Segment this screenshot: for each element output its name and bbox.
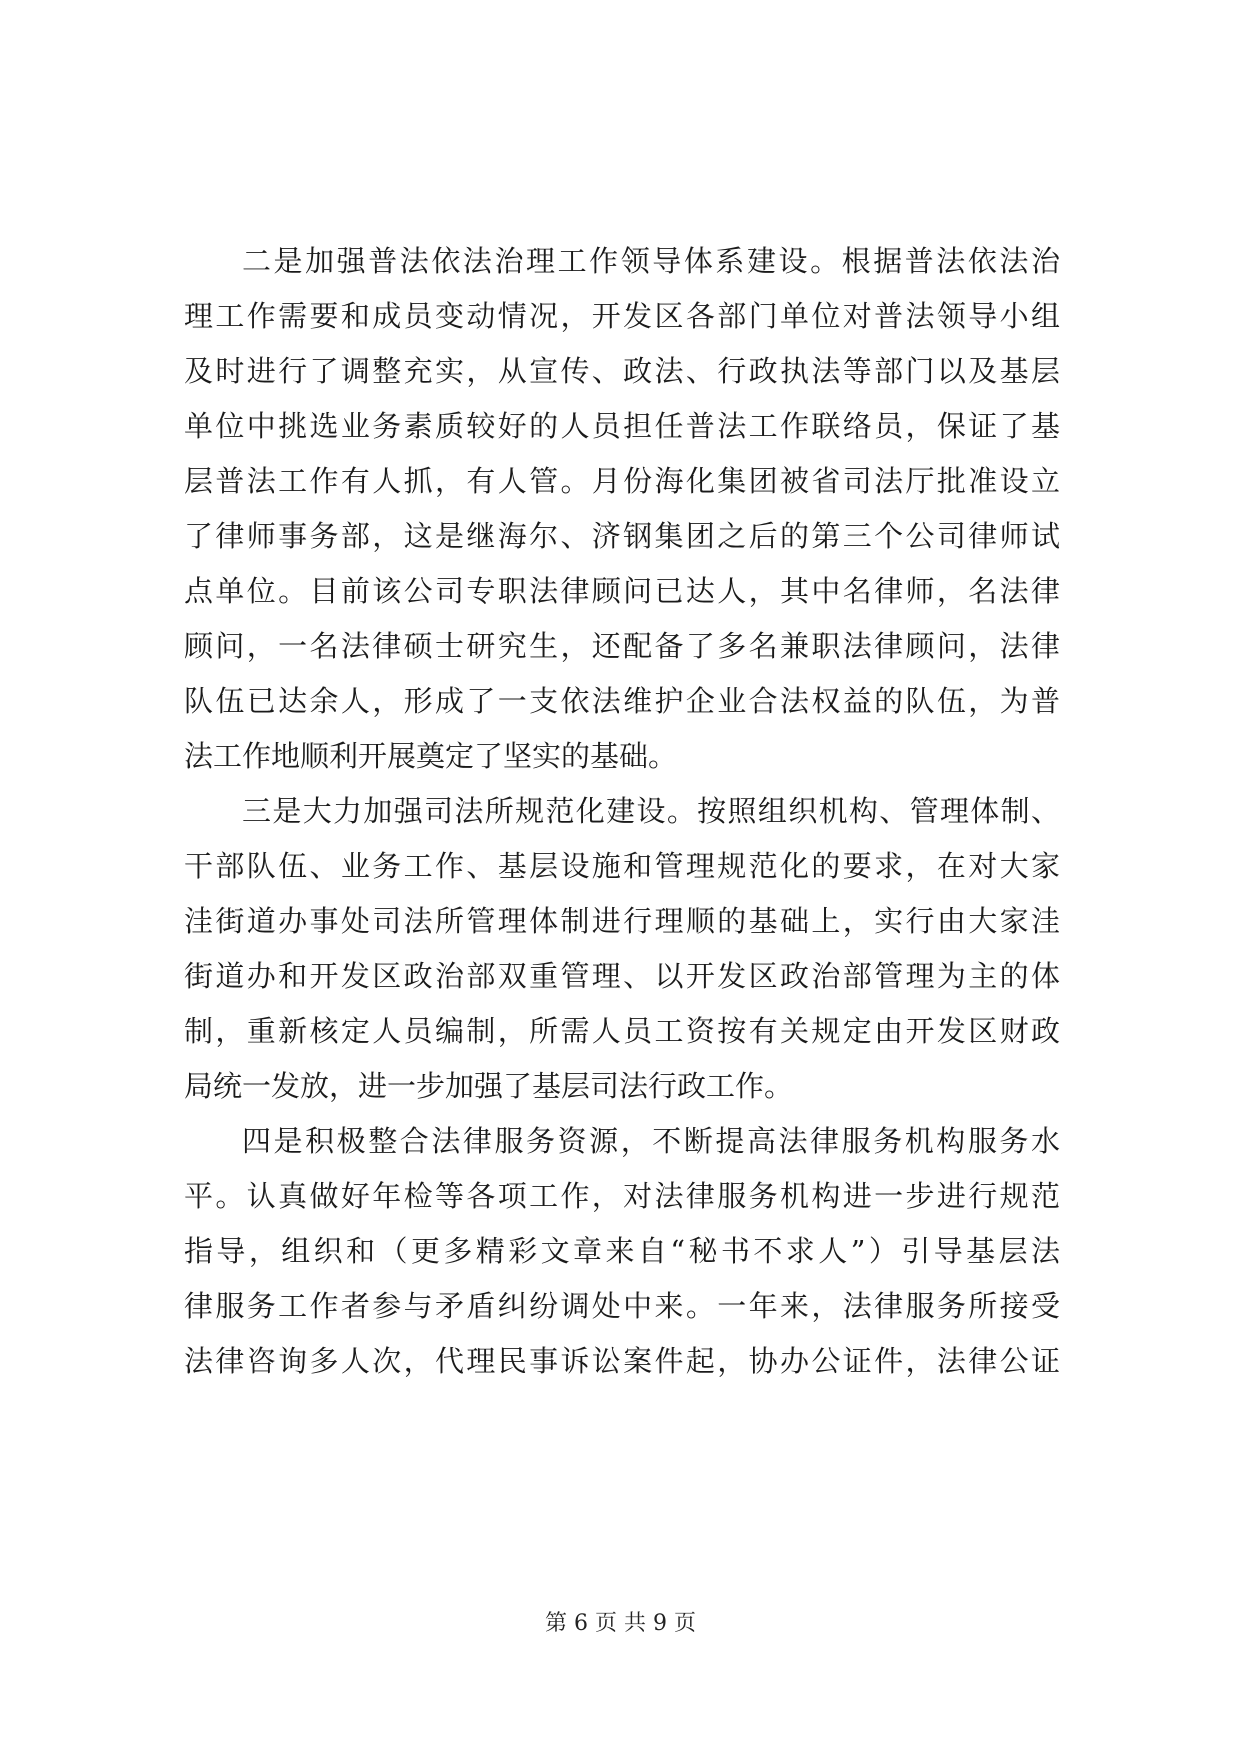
text-line: 洼街道办事处司法所管理体制进行理顺的基础上，实行由大家洼 [184, 904, 1060, 938]
text-line: 平。认真做好年检等各项工作，对法律服务机构进一步进行规范 [184, 1179, 1060, 1213]
text-line: 制，重新核定人员编制，所需人员工资按有关规定由开发区财政 [184, 1014, 1060, 1048]
text-line: 局统一发放，进一步加强了基层司法行政工作。 [184, 1069, 794, 1103]
text-line: 了律师事务部，这是继海尔、济钢集团之后的第三个公司律师试 [184, 519, 1060, 553]
text-line: 干部队伍、业务工作、基层设施和管理规范化的要求，在对大家 [184, 849, 1060, 883]
page-number-footer: 第 6 页 共 9 页 [545, 1611, 696, 1636]
text-line: 及时进行了调整充实，从宣传、政法、行政执法等部门以及基层 [184, 354, 1060, 388]
text-line: 街道办和开发区政治部双重管理、以开发区政治部管理为主的体 [184, 959, 1060, 993]
text-line: 四是积极整合法律服务资源，不断提高法律服务机构服务水 [242, 1124, 1060, 1158]
text-line: 律服务工作者参与矛盾纠纷调处中来。一年来，法律服务所接受 [184, 1289, 1060, 1323]
text-line: 理工作需要和成员变动情况，开发区各部门单位对普法领导小组 [184, 299, 1060, 333]
text-line: 法律咨询多人次，代理民事诉讼案件起，协办公证件，法律公证 [184, 1344, 1060, 1378]
text-line: 单位中挑选业务素质较好的人员担任普法工作联络员，保证了基 [184, 409, 1060, 443]
text-line: 二是加强普法依法治理工作领导体系建设。根据普法依法治 [242, 244, 1060, 278]
text-line: 顾问，一名法律硕士研究生，还配备了多名兼职法律顾问，法律 [184, 629, 1060, 663]
paragraph-legal-services [184, 1114, 1060, 1389]
document-body [184, 234, 1060, 1389]
text-line: 点单位。目前该公司专职法律顾问已达人，其中名律师，名法律 [184, 574, 1060, 608]
text-line: 队伍已达余人，形成了一支依法维护企业合法权益的队伍，为普 [184, 684, 1060, 718]
text-line: 指导，组织和（更多精彩文章来自“秘书不求人”）引导基层法 [184, 1234, 1060, 1268]
text-line: 层普法工作有人抓，有人管。月份海化集团被省司法厅批准设立 [184, 464, 1060, 498]
text-line: 法工作地顺利开展奠定了坚实的基础。 [184, 739, 678, 773]
paragraph-leadership-system [184, 234, 1060, 784]
paragraph-judicial-office [184, 784, 1060, 1114]
text-line: 三是大力加强司法所规范化建设。按照组织机构、管理体制、 [242, 794, 1060, 828]
